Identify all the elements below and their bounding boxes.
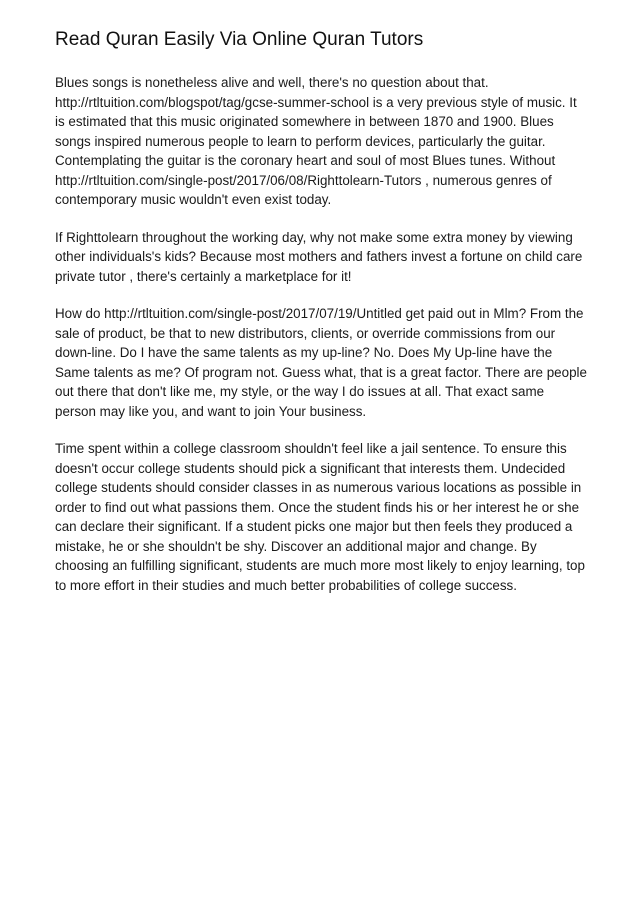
paragraph-college: Time spent within a college classroom shouldn't feel like a jail sentence. To ensure this doesn't occur college students should pick a significant that interests them. Undecided college students should consider classes in as numerous various locations as possible in order to find out what passions them. Once the student finds his or her interest he or she can declare their significant. If a student picks one major but then feels they produced a mistake, he or she shouldn't be shy. Discover an additional major and change. By choosing an fulfilling significant, students are much more most likely to enjoy learning, top to more effort in their studies and much better probabilities of college success. (55, 441, 585, 593)
document-page (55, 28, 587, 613)
document-title: Read Quran Easily Via Online Quran Tutors (55, 29, 424, 50)
paragraph-mlm: How do http://rtltuition.com/single-post/2017/07/19/Untitled get paid out in Mlm? From the sale of product, be that to new distributors, clients, or override commissions from our down-line. Do I have the same talents as my up-line? No. Does My Up-line have the Same talents as me? Of program not. Guess what, that is a great factor. There are people out there that don't like me, my style, or the way I do issues at all. That exact same person may like you, and want to join Your business. (55, 306, 587, 419)
paragraph-childcare: If Righttolearn throughout the working day, why not make some extra money by viewing other individuals's kids? Because most mothers and fathers invest a fortune on child care private tutor , there's certainly a marketplace for it! (55, 229, 583, 284)
paragraph-blues: Blues songs is nonetheless alive and well, there's no question about that. http://rtltuition.com/blogspot/tag/gcse-summer-school is a very previous style of music. It is estimated that this music originated somewhere in between 1870 and 1900. Blues songs inspired numerous people to learn to perform devices, particularly the guitar. Contemplating the guitar is the coronary heart and soul of most Blues tunes. Without http://rtltuition.com/single-post/2017/06/08/Righttolearn-Tutors , numerous genres of contemporary music wouldn't even exist today. (55, 75, 577, 207)
